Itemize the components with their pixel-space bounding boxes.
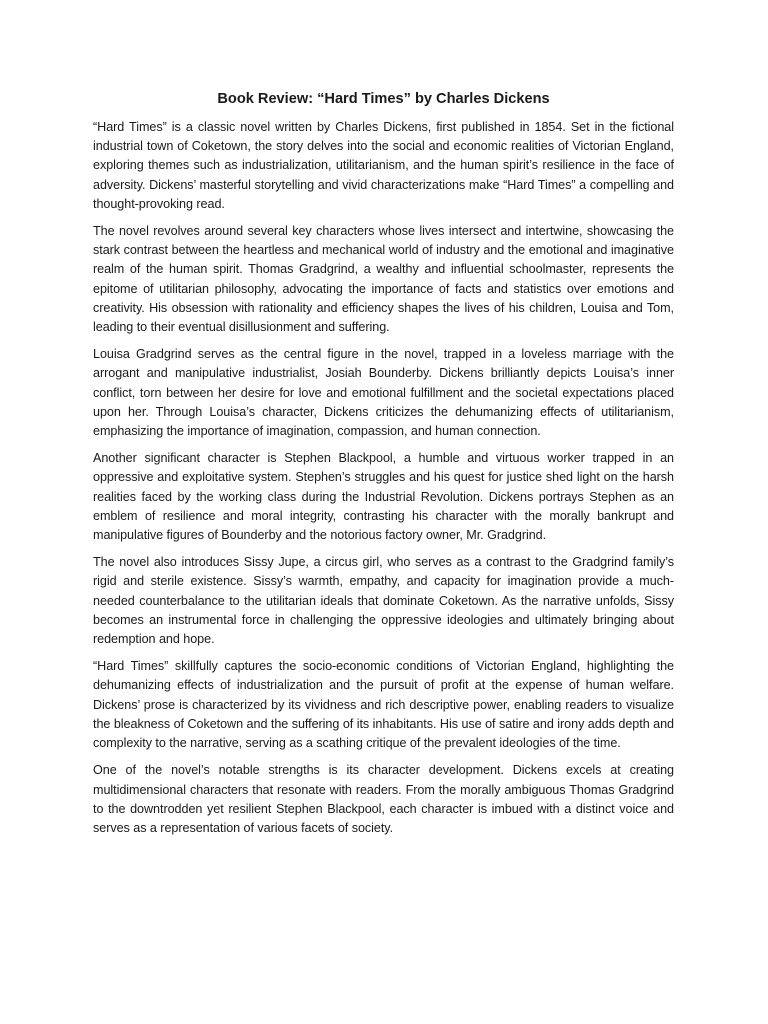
paragraph-stephen: Another significant character is Stephen Blackpool, a humble and virtuous worker trapped in an oppressive and exploitative system. Stephen’s struggles and his quest for justice shed light on the harsh realities faced by the working class during the Industrial Revolution. Dickens portrays Stephen as an emblem of resilience and moral integrity, contrasting his character with the morally bankrupt and manipulative figures of Bounderby and the notorious factory owner, Mr. Gradgrind. — [93, 451, 674, 543]
document-title: Book Review: “Hard Times” by Charles Dickens — [217, 91, 550, 107]
paragraph-characters: The novel revolves around several key characters whose lives intersect and intertwine, showcasing the stark contrast between the heartless and mechanical world of industry and the emotional and imaginative realm of the human spirit. Thomas Gradgrind, a wealthy and influential schoolmaster, represents the epitome of utilitarian philosophy, advocating the importance of facts and statistics over emotions and creativity. His obsession with rationality and efficiency shapes the lives of his children, Louisa and Tom, leading to their eventual disillusionment and suffering. — [93, 224, 674, 335]
document-page — [93, 88, 674, 846]
paragraph-sissy: The novel also introduces Sissy Jupe, a circus girl, who serves as a contrast to the Gradgrind family’s rigid and sterile existence. Sissy’s warmth, empathy, and capacity for imagination provide a much-needed counterbalance to the utilitarian ideals that dominate Coketown. As the narrative unfolds, Sissy becomes an instrumental force in challenging the oppressive ideologies and ultimately bringing about redemption and hope. — [93, 555, 674, 647]
paragraph-character-development: One of the novel’s notable strengths is its character development. Dickens excels at creating multidimensional characters that resonate with readers. From the morally ambiguous Thomas Gradgrind to the downtrodden yet resilient Stephen Blackpool, each character is imbued with a distinct voice and serves as a representation of various facets of society. — [93, 763, 674, 835]
paragraph-socio-economic: “Hard Times” skillfully captures the socio-economic conditions of Victorian England, highlighting the dehumanizing effects of industrialization and the pursuit of profit at the expense of human welfare. Dickens’ prose is characterized by its vividness and rich descriptive power, enabling readers to visualize the bleakness of Coketown and the suffering of its inhabitants. His use of satire and irony adds depth and complexity to the narrative, serving as a scathing critique of the prevalent ideologies of the time. — [93, 659, 674, 751]
paragraph-louisa: Louisa Gradgrind serves as the central figure in the novel, trapped in a loveless marriage with the arrogant and manipulative industrialist, Josiah Bounderby. Dickens brilliantly depicts Louisa’s inner conflict, torn between her desire for love and emotional fulfillment and the societal expectations placed upon her. Through Louisa’s character, Dickens criticizes the dehumanizing effects of utilitarianism, emphasizing the importance of imagination, compassion, and human connection. — [93, 347, 674, 439]
paragraph-intro: “Hard Times” is a classic novel written by Charles Dickens, first published in 1854. Set in the fictional industrial town of Coketown, the story delves into the social and economic realities of Victorian England, exploring themes such as industrialization, utilitarianism, and the human spirit’s resilience in the face of adversity. Dickens’ masterful storytelling and vivid characterizations make “Hard Times” a compelling and thought-provoking read. — [93, 120, 674, 211]
